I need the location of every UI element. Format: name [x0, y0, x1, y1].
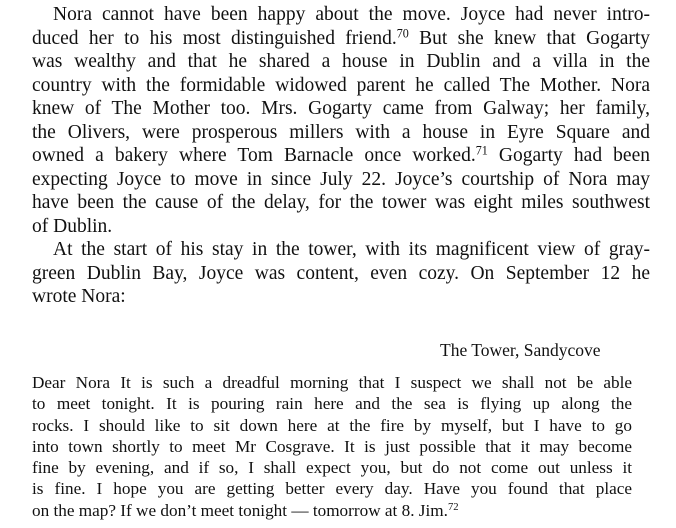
text-fragment: owned a bakery where Tom Barnacle once worked.: [32, 145, 476, 166]
letter-line: fine by evening, and if so, I shall expect you, but do not come out unless it: [32, 458, 632, 478]
body-text: [32, 3, 650, 309]
text-line: green Dublin Bay, Joyce was content, even cozy. On September 12 he: [32, 262, 650, 284]
text-line: [32, 27, 650, 51]
text-fragment: But she knew that Gogarty: [408, 27, 651, 49]
text-line: the Olivers, were prosperous millers with a house in Eyre Square and: [32, 121, 650, 143]
letter-line: into town shortly to meet Mr Cosgrave. It is just possible that it may become: [32, 436, 632, 456]
text-line: knew of The Mother too. Mrs. Gogarty came from Galway; her family,: [32, 98, 650, 119]
text-line: country with the formidable widowed parent he called The Mother. Nora: [32, 74, 650, 96]
text-fragment: duced her to his most distinguished friend.: [32, 27, 397, 49]
letter-line: Dear Nora It is such a dreadful morning that I suspect we shall not be able: [32, 373, 632, 392]
text-line: Nora cannot have been happy about the move. Joyce had never intro-: [53, 4, 650, 25]
text-line: of Dublin.: [32, 215, 113, 237]
letter-heading: The Tower, Sandycove: [440, 340, 601, 360]
text-line: wrote Nora:: [32, 286, 126, 307]
letter-line: is fine. I hope you are getting better every day. Have you found that place: [32, 479, 632, 499]
footnote-ref-70[interactable]: 70: [396, 25, 409, 40]
text-fragment: Gogarty had been: [487, 145, 650, 166]
letter-line: rocks. I should like to sit down here at the fire by myself, but I have to go: [32, 415, 632, 435]
text-line: [32, 144, 650, 168]
text-line: was wealthy and that he shared a house in Dublin and a villa in the: [32, 51, 650, 72]
letter-text: [32, 372, 632, 521]
text-line: At the start of his stay in the tower, with its magnificent view of gray-: [53, 239, 650, 260]
letter-line: [32, 500, 632, 521]
footnote-ref-72[interactable]: 72: [447, 501, 459, 513]
text-line: have been the cause of the delay, for the tower was eight miles southwest: [32, 192, 650, 213]
text-fragment: on the map? If we don’t meet tonight — tomorrow at 8. Jim.: [32, 500, 448, 520]
footnote-ref-71[interactable]: 71: [475, 143, 488, 158]
letter-line: to meet tonight. It is pouring rain here and the sea is flying up along the: [32, 394, 632, 414]
text-line: expecting Joyce to move in since July 22. Joyce’s courtship of Nora may: [32, 168, 650, 190]
